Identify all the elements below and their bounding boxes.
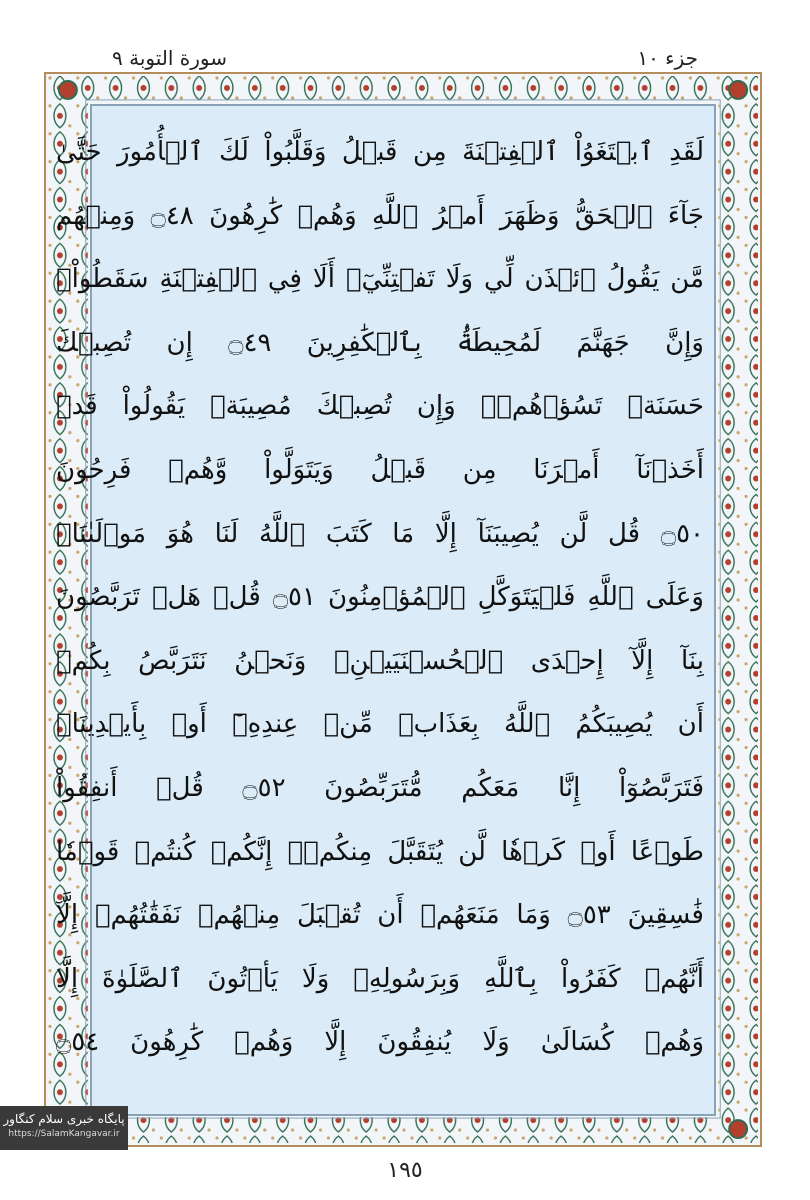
- text-line: أَخَذۡنَآ أَمۡرَنَا مِن قَبۡلُ وَيَتَوَلَّواْ وَّهُمۡ فَرِحُونَ: [56, 454, 704, 485]
- watermark-name: پایگاه خبری سلام کنگاور: [3, 1112, 125, 1126]
- text-line: جَآءَ ٱلۡحَقُّ وَظَهَرَ أَمۡرُ ٱللَّهِ وَهُمۡ كَٰرِهُونَ ۝٤٨ وَمِنۡهُم: [56, 200, 704, 231]
- watermark: [0, 1106, 128, 1150]
- text-line: ۝٥٠ قُل لَّن يُصِيبَنَآ إِلَّا مَا كَتَبَ ٱللَّهُ لَنَا هُوَ مَوۡلَىٰنَاۚ: [56, 518, 704, 549]
- text-line: بِنَآ إِلَّآ إِحۡدَى ٱلۡحُسۡنَيَيۡنِۖ وَنَحۡنُ نَتَرَبَّصُ بِكُمۡ: [56, 645, 704, 676]
- juz-number: جزء ١٠: [637, 46, 698, 70]
- text-line: وَإِنَّ جَهَنَّمَ لَمُحِيطَةُۢ بِٱلۡكَٰفِرِينَ ۝٤٩ إِن تُصِبۡكَ: [56, 327, 704, 358]
- watermark-url: https://SalamKangavar.ir: [8, 1129, 120, 1139]
- text-line: حَسَنَةٞ تَسُؤۡهُمۡۖ وَإِن تُصِبۡكَ مُصِيبَةٞ يَقُولُواْ قَدۡ: [56, 391, 704, 422]
- text-line: طَوۡعًا أَوۡ كَرۡهٗا لَّن يُتَقَبَّلَ مِنكُمۡۖ إِنَّكُمۡ كُنتُمۡ قَوۡمٗا: [56, 836, 704, 867]
- text-line: أَنَّهُمۡ كَفَرُواْ بِٱللَّهِ وَبِرَسُولِهِۦ وَلَا يَأۡتُونَ ٱلصَّلَوٰةَ إِلَّا: [56, 963, 704, 994]
- page-number: ١٩٥: [387, 1158, 423, 1183]
- surah-name: سورة التوبة ٩: [112, 46, 227, 70]
- text-line: فَتَرَبَّصُوٓاْ إِنَّا مَعَكُم مُّتَرَبِّصُونَ ۝٥٢ قُلۡ أَنفِقُواْ: [56, 772, 704, 803]
- quran-text: [56, 121, 704, 1075]
- text-line: لَقَدِ ٱبۡتَغَوُاْ ٱلۡفِتۡنَةَ مِن قَبۡلُ وَقَلَّبُواْ لَكَ ٱلۡأُمُورَ حَتَّىٰ: [56, 137, 704, 167]
- text-line: فَٰسِقِينَ ۝٥٣ وَمَا مَنَعَهُمۡ أَن تُقۡبَلَ مِنۡهُمۡ نَفَقَٰتُهُمۡ إِلَّآ: [56, 900, 704, 931]
- text-line: وَعَلَى ٱللَّهِ فَلۡيَتَوَكَّلِ ٱلۡمُؤۡمِنُونَ ۝٥١ قُلۡ هَلۡ تَرَبَّصُونَ: [56, 582, 704, 613]
- text-line: وَهُمۡ كُسَالَىٰ وَلَا يُنفِقُونَ إِلَّا وَهُمۡ كَٰرِهُونَ ۝٥٤: [56, 1027, 704, 1058]
- text-line: أَن يُصِيبَكُمُ ٱللَّهُ بِعَذَابٖ مِّنۡ عِندِهِۦٓ أَوۡ بِأَيۡدِينَاۖ: [56, 709, 704, 740]
- text-line: مَّن يَقُولُ ٱئۡذَن لِّي وَلَا تَفۡتِنِّيٓۚ أَلَا فِي ٱلۡفِتۡنَةِ سَقَطُواْۗ: [56, 264, 704, 295]
